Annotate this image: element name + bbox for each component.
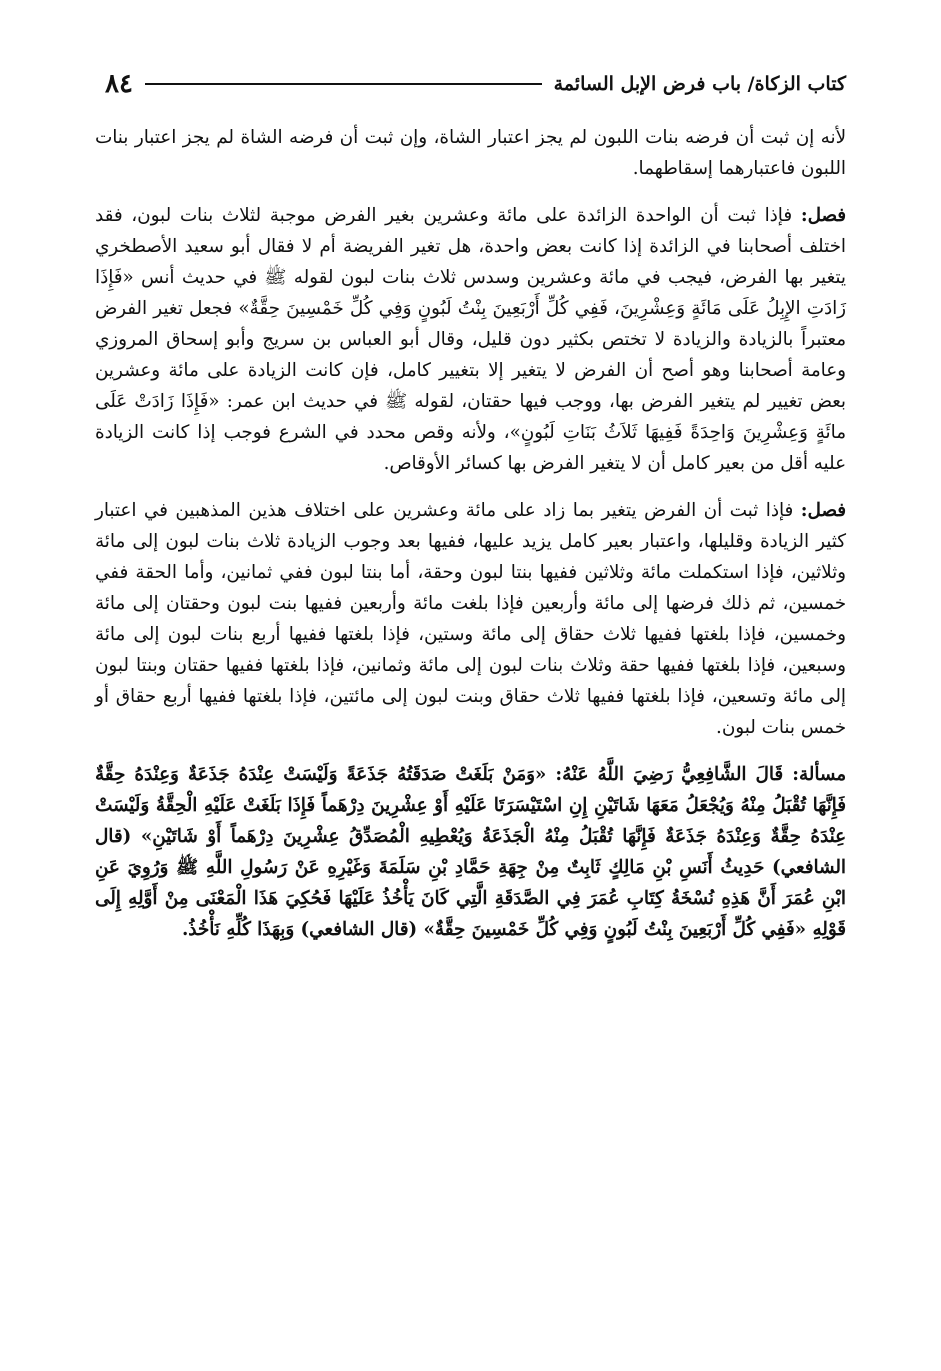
- header-rule: [145, 83, 542, 85]
- page-body: [95, 122, 846, 945]
- running-title: كتاب الزكاة/ باب فرض الإبل السائمة: [553, 73, 846, 95]
- paragraph-3: [95, 495, 846, 743]
- paragraph-2-text: فإذا ثبت أن الواحدة الزائدة على مائة وعشرين بغير الفرض موجبة لثلاث بنات لبون، فقد اختلف أصحابنا في الزائدة إذا كانت بعض واحدة، هل تغير الفريضة أم لا فقال أبو سعيد الأصطخري يتغير بها الفرض، فيجب في مائة وعشرين وسدس ثلاث بنات لبون لقوله ﷺ في حديث أنس «فَإِذَا زَادَتِ الإِبِلُ عَلَى مَائَةٍ وَعِشْرِينَ، فَفِي كُلِّ أَرْبَعِينَ بِنْتُ لَبُونٍ وَفِي كُلِّ خَمْسِينَ حِقَّةٌ» فجعل تغير الفرض معتبراً بالزيادة والزيادة لا تختص بكثير دون قليل، وقال أبو العباس بن سريج وأبو إسحاق المروزي وعامة أصحابنا وهو أصح أن الفرض لا يتغير إلا بتغيير كامل، فإن كانت الزيادة على مائة وعشرين بعض تغيير لم يتغير الفرض بها، ووجب فيها حقتان، لقوله ﷺ في حديث ابن عمر: «فَإِذَا زَادَتْ عَلَى مائَةٍ وَعِشْرِينَ وَاحِدَةً فَفِيهَا ثَلاَثُ بَنَاتِ لَبُونٍ»، ولأنه وقص محدد في الشرع فوجب إذا كانت الزيادة عليه أقل من بعير كامل أن لا يتغير الفرض بها كسائر الأوقاص.: [95, 205, 846, 474]
- paragraph-2: [95, 200, 846, 479]
- section-heading-fasl-2: فصل:: [800, 500, 846, 521]
- masala-heading: مسألة: قَالَ الشَّافِعِيُّ: [681, 764, 846, 785]
- page-header: [95, 60, 846, 108]
- paragraph-1: [95, 122, 846, 184]
- paragraph-4: [95, 759, 846, 945]
- book-page: [95, 60, 846, 1331]
- paragraph-1-text: لأنه إن ثبت أن فرضه بنات اللبون لم يجز اعتبار الشاة، وإن ثبت أن فرضه الشاة لم يجز اعتبار بنات اللبون فاعتبارهما إسقاطهما.: [95, 127, 846, 179]
- paragraph-4-text: رَضِيَ اللَّهُ عَنْهُ: «وَمَنْ بَلَغَتْ صَدَقَتُهُ جَذَعَةً وَلَيْسَتْ عِنْدَهُ جَذَعَةٌ وَعِنْدَهُ حِقَّةٌ فَإِنَّهَا تُقْبَلُ مِنْهُ وَيُجْعَلُ مَعَهَا شَاتَيْنِ إِنِ اسْتَيْسَرَتَا عَلَيْهِ أَوْ عِشْرِينَ دِرْهَماً فَإِذَا بَلَغَتْ عَلَيْهِ الْحِقَّةُ وَلَيْسَتْ عِنْدَهُ حِقَّةٌ وَعِنْدَهُ جَذَعَةٌ فَإِنَّهَا تُقْبَلُ مِنْهُ الْجَذَعَةُ وَيُعْطِيهِ الْمُصَدِّقُ عِشْرِينَ دِرْهَماً أَوْ شَاتَيْنِ» (قال الشافعي) حَدِيثُ أَنَسِ بْنِ مَالِكٍ ثَابِتٌ مِنْ جِهَةِ حَمَّادِ بْنِ سَلَمَةَ وَغَيْرِهِ عَنْ رَسُولِ اللَّهِ ﷺ وَرُوِيَ عَنِ ابْنِ عُمَرَ أَنَّ هَذِهِ نُسْخَةُ كِتَابِ عُمَرَ فِي الصَّدَقَةِ الَّتِي كَانَ يَأْخُذُ عَلَيْهَا فَحُكِيَ هَذَا الْمَعْنَى مِنْ أَوَّلِهِ إِلَى قَوْلِهِ «فَفِي كُلِّ أَرْبَعِينَ بِنْتُ لَبُونٍ وَفِي كُلِّ خَمْسِينَ حِقَّةٌ» (قال الشافعي) وَبِهَذَا كُلِّهِ نَأْخُذُ.: [95, 764, 846, 940]
- page-number: ٨٤: [105, 69, 133, 99]
- paragraph-3-text: فإذا ثبت أن الفرض يتغير بما زاد على مائة وعشرين على اختلاف هذين المذهبين في اعتبار كثير الزيادة وقليلها، واعتبار بعير كامل يزيد عليها، ففيها بعد وجوب الزيادة ثلاث بنات لبون إلى مائة وثلاثين، فإذا استكملت مائة وثلاثين ففيها بنتا لبون وحقة، أما بنتا لبون ففي ثمانين، وأما الحقة ففي خمسين، ثم ذلك فرضها إلى مائة وأربعين فإذا بلغت مائة وأربعين ففيها بنت لبون وحقتان إلى مائة وخمسين، فإذا بلغتها ففيها ثلاث حقاق إلى مائة وستين، فإذا بلغتها ففيها أربع بنات لبون إلى مائة وسبعين، فإذا بلغتها ففيها حقة وثلاث بنات لبون إلى مائة وثمانين، فإذا بلغتها ففيها حقتان وبنتا لبون إلى مائة وتسعين، فإذا بلغتها ففيها ثلاث حقاق وبنت لبون إلى مائتين، فإذا بلغتها ففيها أربع حقاق أو خمس بنات لبون.: [95, 500, 846, 738]
- section-heading-fasl-1: فصل:: [800, 205, 847, 226]
